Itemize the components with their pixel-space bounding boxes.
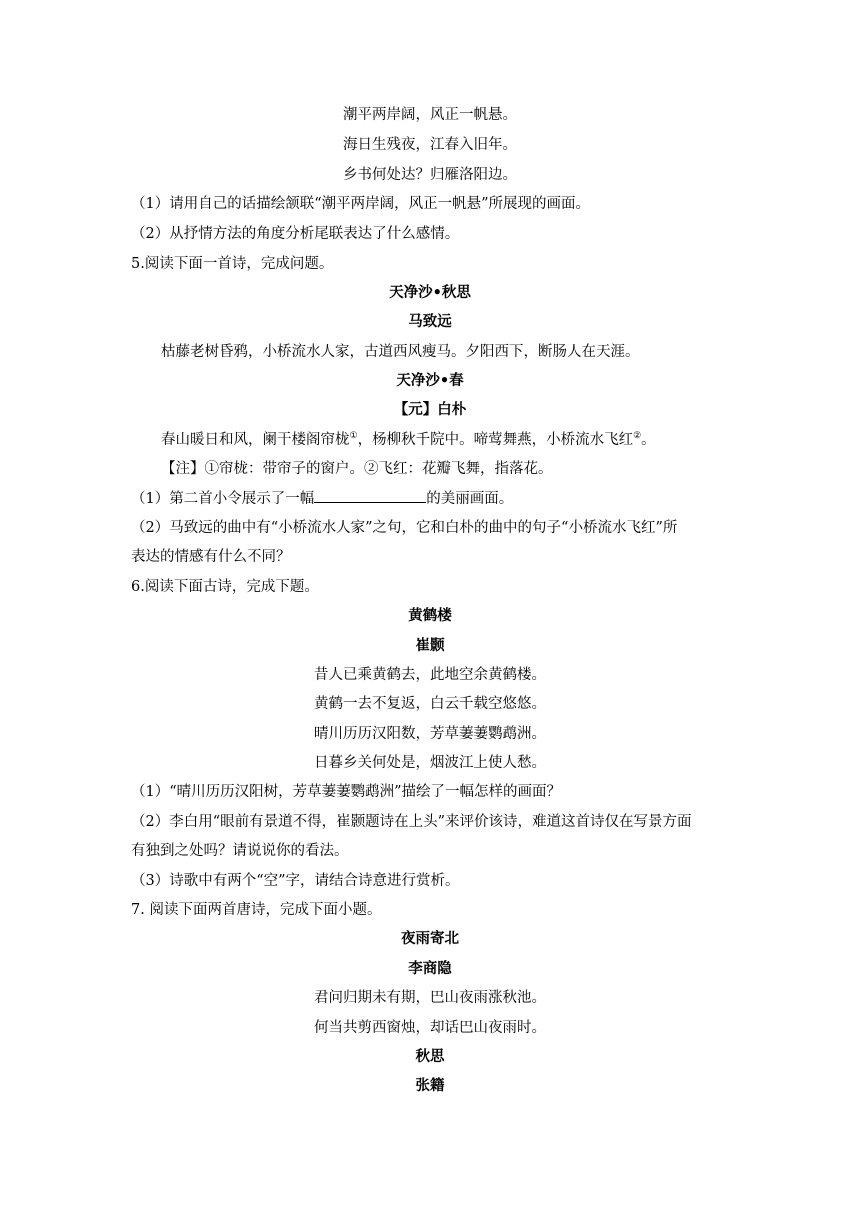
poem-text-part: 春山暖日和风，阑干楼阁帘栊 bbox=[161, 432, 350, 448]
footnote-marker: ① bbox=[349, 431, 358, 442]
sub-question bbox=[131, 488, 513, 509]
poem-text: 枯藤老树昏鸦，小桥流水人家，古道西风瘦马。夕阳西下，断肠人在天涯。 bbox=[161, 344, 640, 360]
question-heading: 5.阅读下面一首诗，完成问题。 bbox=[131, 256, 334, 272]
poem-title: 天净沙•秋思 bbox=[389, 284, 471, 301]
sub-question-continued: 表达的情感有什么不同？ bbox=[131, 549, 291, 565]
poem-text bbox=[161, 430, 656, 450]
annotation-note: 【注】①帘栊：带帘子的窗户。②飞红：花瓣飞舞，指落花。 bbox=[161, 461, 553, 477]
poem-author: 【元】白朴 bbox=[393, 401, 467, 418]
poem-title: 天净沙•春 bbox=[396, 372, 464, 389]
sub-question: （2）马致远的曲中有“小桥流水人家”之句，它和白朴的曲中的句子“小桥流水飞红”所 bbox=[131, 520, 678, 536]
footnote-marker: ② bbox=[633, 431, 642, 442]
poem-title: 黄鹤楼 bbox=[408, 607, 452, 624]
poem-author: 李商隐 bbox=[408, 960, 452, 977]
poem-author: 马致远 bbox=[408, 313, 452, 330]
poem-text-part: ，杨柳秋千院中。啼莺舞燕，小桥流水飞红 bbox=[357, 432, 634, 448]
poem-title: 夜雨寄北 bbox=[401, 930, 459, 947]
sub-question: （2）李白用“眼前有景道不得，崔颢题诗在上头”来评价该诗，难道这首诗仅在写景方面 bbox=[131, 814, 692, 830]
sub-question-continued: 有独到之处吗？请说说你的看法。 bbox=[131, 843, 349, 859]
poem-line: 黄鹤一去不复返，白云千载空悠悠。 bbox=[314, 696, 546, 712]
sub-question: （2）从抒情方法的角度分析尾联表达了什么感情。 bbox=[131, 226, 460, 242]
poem-title: 秋思 bbox=[415, 1048, 445, 1065]
poem-line: 乡书何处达？归雁洛阳边。 bbox=[343, 167, 517, 183]
question-heading: 6.阅读下面古诗，完成下题。 bbox=[131, 579, 319, 595]
poem-line: 潮平两岸阔，风正一帆悬。 bbox=[343, 107, 517, 123]
sub-question: （3）诗歌中有两个“空”字，请结合诗意进行赏析。 bbox=[131, 873, 460, 889]
poem-author: 崔颢 bbox=[415, 637, 445, 654]
poem-line: 君问归期未有期，巴山夜雨涨秋池。 bbox=[314, 990, 546, 1006]
poem-author: 张籍 bbox=[415, 1077, 445, 1094]
poem-line: 昔人已乘黄鹤去，此地空余黄鹤楼。 bbox=[314, 667, 546, 683]
fill-in-blank[interactable] bbox=[314, 488, 426, 503]
sub-question-text: （1）第二首小令展示了一幅 bbox=[131, 491, 315, 507]
poem-line: 晴川历历汉阳数，芳草萋萋鹦鹉洲。 bbox=[314, 726, 546, 742]
poem-line: 海日生残夜，江春入旧年。 bbox=[343, 137, 517, 153]
question-heading: 7. 阅读下面两首唐诗，完成下面小题。 bbox=[131, 902, 382, 918]
poem-line: 日暮乡关何处是，烟波江上使人愁。 bbox=[314, 755, 546, 771]
sub-question: （1）请用自己的话描绘颔联“潮平两岸阔，风正一帆悬”所展现的画面。 bbox=[131, 196, 591, 212]
sub-question: （1）“晴川历历汉阳树，芳草萋萋鹦鹉洲”描绘了一幅怎样的画面？ bbox=[131, 784, 562, 800]
sub-question-text: 的美丽画面。 bbox=[426, 491, 514, 507]
poem-text-part: 。 bbox=[641, 432, 656, 448]
poem-line: 何当共剪西窗烛，却话巴山夜雨时。 bbox=[314, 1020, 546, 1036]
